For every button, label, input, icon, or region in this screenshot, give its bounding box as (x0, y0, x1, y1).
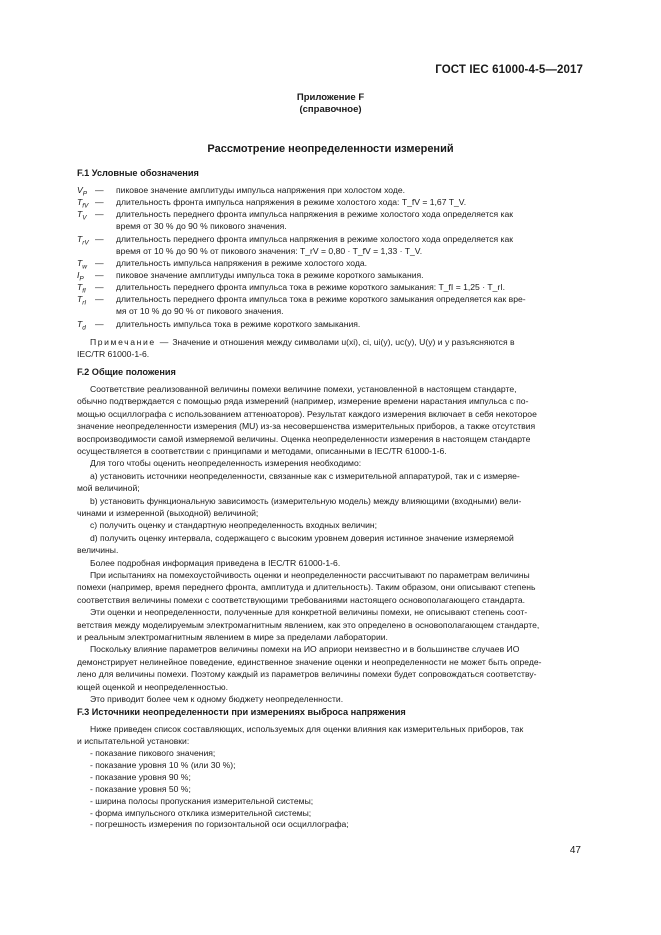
symbol: $T_{fI}$ (77, 282, 86, 295)
definition-text (116, 257, 586, 269)
definition-line: длительность переднего фронта импульса напряжения в режиме холостого хода определяется как (116, 209, 514, 219)
symbol: $T_{rI}$ (77, 294, 87, 307)
dash: — (95, 234, 104, 244)
annex-label: Приложение F (296, 92, 365, 103)
definition-text (116, 233, 586, 257)
definition-line: пиковое значение амплитуды импульса напряжения при холостом ходе. (116, 185, 406, 195)
symbol: $T_d$ (77, 319, 86, 332)
text-line: Для того чтобы оценить неопределенность измерения необходимо: (90, 458, 362, 469)
definition-line: длительность импульса тока в режиме короткого замыкания. (116, 319, 361, 329)
annex-type: (справочное) (299, 104, 362, 115)
text-line: Более подробная информация приведена в IEC/TR 61000-1-6. (90, 557, 341, 568)
list-item: - форма импульсного отклика измерительной системы; (90, 807, 312, 818)
standard-designation: ГОСТ IEC 61000-4-5—2017 (435, 64, 583, 76)
section-heading-f1: F.1 Условные обозначения (77, 168, 199, 178)
text-line: воспроизводимости самой измеряемой величины. Оценка неопределенности измерения в настоящем стандарте (77, 433, 531, 444)
symbol: $T_{rV}$ (77, 234, 89, 247)
definition-line: длительность фронта импульса напряжения в режиме холостого хода: T_fV = 1,67 T_V. (116, 197, 467, 207)
definition-line: мя от 10 % до 90 % от пикового значения. (116, 306, 284, 316)
page-title: Рассмотрение неопределенности измерений (207, 143, 454, 155)
text-line: осуществляется в соответствии с принципами и методами, описанными в IEC/TR 61000-1-6. (77, 446, 447, 456)
text-line: Эти оценки и неопределенности, полученные для конкретной величины помехи, не описывают степень соот- (90, 607, 528, 618)
symbol: $T_w$ (77, 258, 87, 271)
definition-line: время от 10 % до 90 % от пикового значения: T_rV = 0,80 · T_fV = 1,33 · T_V. (116, 246, 423, 256)
text-line: чинами и измеренной (выходной) величиной; (77, 508, 259, 518)
symbol: $T_V$ (77, 209, 87, 222)
list-item: - ширина полосы пропускания измерительной системы; (90, 795, 314, 806)
text-line: ветствия между моделируемым электромагнитным явлением, как это определено в основополагающем стандарте, (77, 619, 540, 630)
list-item: - показание пикового значения; (90, 748, 216, 758)
dash: — (95, 270, 104, 280)
definition-text (116, 196, 586, 208)
text-line: b) установить функциональную зависимость (измерительную модель) между влияющими (входными) вели- (90, 495, 522, 506)
text-line: Соответствие реализованной величины помехи величине помехи, установленной в настоящем стандарте, (90, 384, 517, 394)
note-line-1 (77, 336, 587, 348)
text-line: a) установить источники неопределенности, связанные как с измерительной аппаратурой, так и с измеряе- (90, 470, 520, 481)
text-line: Поскольку влияние параметров величины помехи на ИО априори неизвестно и в большинстве случаев ИО (90, 644, 520, 655)
text-line: ющей оценкой и неопределенностью. (77, 681, 228, 692)
dash: — (95, 185, 104, 195)
page-number: 47 (569, 845, 581, 856)
section-heading-f3: F.3 Источники неопределенности при измерениях выброса напряжения (77, 707, 406, 717)
definition-text (116, 293, 586, 317)
symbol: $I_P$ (77, 270, 84, 283)
symbol: $T_{fV}$ (77, 197, 89, 210)
text-line: c) получить оценку и стандартную неопределенность входных величин; (90, 520, 378, 531)
note-text: Значение и отношения между символами u(xi), ci, ui(y), uc(y), U(y) и y разъясняются в (172, 337, 515, 347)
text-line: лено для величины помехи. Поэтому каждый из параметров величины помехи будет сопровождаться соответству- (77, 669, 537, 680)
text-line: демонстрирует нелинейное поведение, единственное значение оценки и неопределенности не может быть опреде- (77, 656, 542, 667)
dash: — (95, 294, 104, 304)
definition-line: длительность переднего фронта импульса тока в режиме короткого замыкания определяется как вре- (116, 294, 526, 304)
f3-intro-line-1: Ниже приведен список составляющих, используемых для оценки влияния как измерительных приборов, так (90, 724, 524, 734)
definition-line: длительность переднего фронта импульса тока в режиме короткого замыкания: T_fI = 1,25 · T_rI. (116, 282, 505, 292)
text-line: d) получить оценку интервала, содержащего с высоким уровнем доверия истинное значение измеряемой (90, 532, 514, 543)
text-line: величины. (77, 545, 119, 556)
dash: — (95, 197, 104, 207)
dash: — (95, 258, 104, 268)
definition-text (116, 208, 586, 232)
text-line: мой величиной; (77, 483, 140, 494)
definition-text (116, 281, 586, 293)
definition-line: длительность переднего фронта импульса напряжения в режиме холостого хода определяется как (116, 234, 514, 244)
list-item: - показание уровня 90 %; (90, 771, 191, 782)
text-line: При испытаниях на помехоустойчивость оценки и неопределенности рассчитывают по параметрам величины (90, 570, 530, 580)
text-line: значение неопределенности измерения (MU) из-за несовершенства измерительных приборов, а также отсутствия (77, 421, 536, 432)
definition-text (116, 318, 586, 330)
text-line: Это приводит более чем к одному бюджету неопределенности. (90, 694, 344, 704)
definition-line: пиковое значение амплитуды импульса тока в режиме короткого замыкания. (116, 270, 424, 280)
text-line: мощью осциллографа с использованием аттенюаторов). Результат каждого измерения включает в себя некоторое (77, 408, 537, 419)
list-item: - погрешность измерения по горизонтальной оси осциллографа; (90, 819, 349, 830)
symbol: $V_P$ (77, 185, 88, 198)
text-line: и реальным электромагнитным явлением в мире за пределами лаборатории. (77, 632, 388, 642)
f3-intro-line-2: и испытательной установки: (77, 736, 190, 746)
definition-text (116, 184, 586, 196)
list-item: - показание уровня 10 % (или 30 %); (90, 759, 236, 770)
dash: — (95, 319, 104, 329)
definition-text (116, 269, 586, 281)
dash: — (95, 209, 104, 219)
dash: — (95, 282, 104, 292)
note-line-2: IEC/TR 61000-1-6. (77, 349, 150, 359)
definition-line: время от 30 % до 90 % пикового значения. (116, 221, 287, 231)
section-heading-f2: F.2 Общие положения (77, 367, 176, 377)
text-line: помехи (например, время переднего фронта, амплитуда и длительность). Таким образом, они описывают степень (77, 582, 536, 593)
text-line: обычно подтверждается с помощью ряда измерений (например, измерение времени нарастания импульса с по- (77, 396, 529, 407)
definition-line: длительность импульса напряжения в режиме холостого хода. (116, 258, 368, 268)
list-item: - показание уровня 50 %; (90, 783, 191, 794)
text-line: соответствия величины помехи с соответствующими требованиями настоящего основополагающего стандарта. (77, 594, 526, 605)
note-label: Примечание — (90, 337, 170, 347)
